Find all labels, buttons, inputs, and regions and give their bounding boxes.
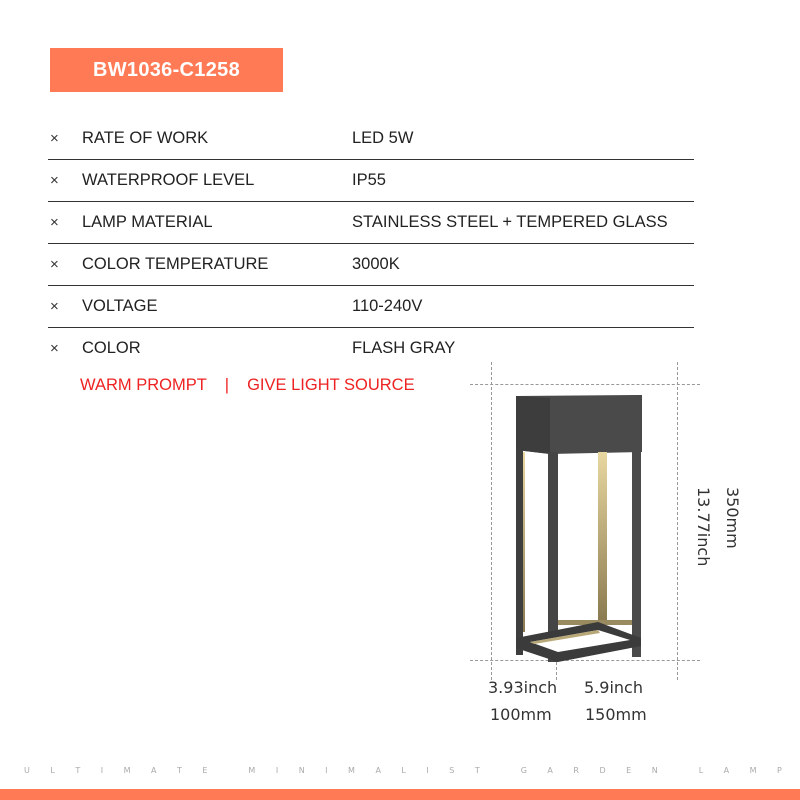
tagline-letter: I — [325, 766, 328, 775]
prompt-left: WARM PROMPT — [80, 376, 207, 394]
spec-value: 3000K — [352, 255, 400, 273]
tagline-letter: I — [100, 766, 104, 775]
spec-row-rate-of-work — [48, 118, 694, 160]
tagline-letter: E — [626, 766, 632, 775]
spec-value: FLASH GRAY — [352, 339, 456, 357]
spec-value: 110-240V — [352, 297, 423, 315]
tagline-letter: A — [723, 766, 730, 775]
x-mark-icon: × — [50, 298, 59, 315]
width-mm-label: 150mm — [585, 705, 647, 724]
spec-row-color — [48, 328, 694, 369]
tagline-letter: U — [24, 766, 30, 775]
tagline-letter: I — [426, 766, 429, 775]
warm-prompt — [80, 376, 415, 395]
spec-row-lamp-material — [48, 202, 694, 244]
spec-label: COLOR TEMPERATURE — [82, 255, 269, 273]
spec-row-color-temperature — [48, 244, 694, 286]
dimension-line-right — [677, 362, 678, 680]
tagline-letter: N — [651, 766, 658, 775]
prompt-right: GIVE LIGHT SOURCE — [247, 376, 415, 394]
spec-label: LAMP MATERIAL — [82, 213, 213, 231]
tagline-letter: M — [248, 766, 256, 775]
tagline-letter: L — [698, 766, 704, 775]
spec-label: VOLTAGE — [82, 297, 158, 315]
x-mark-icon: × — [50, 130, 59, 147]
spec-row-waterproof-level — [48, 160, 694, 202]
tagline-letter: M — [348, 766, 355, 775]
spec-label: COLOR — [82, 339, 141, 357]
tagline-letter: L — [401, 766, 406, 775]
tagline-letter: A — [547, 766, 553, 775]
spec-value: LED 5W — [352, 129, 414, 147]
tagline-letter: S — [449, 766, 455, 775]
depth-inch-label: 3.93inch — [488, 678, 558, 697]
tagline-letter: P — [777, 766, 782, 775]
tagline-letter: E — [202, 766, 208, 775]
tagline — [0, 766, 800, 775]
spec-value: STAINLESS STEEL + TEMPERED GLASS — [352, 213, 668, 231]
tagline-letter: I — [275, 766, 279, 775]
width-inch-label: 5.9inch — [584, 678, 643, 697]
dimension-line-left — [491, 362, 492, 680]
lamp-illustration — [510, 390, 650, 665]
tagline-letter: L — [50, 766, 55, 775]
x-mark-icon: × — [50, 256, 59, 273]
tagline-letter: A — [375, 766, 381, 775]
height-mm-label: 350mm — [723, 487, 742, 549]
tagline-letter: A — [150, 766, 157, 775]
tagline-letter: M — [749, 766, 757, 775]
height-inch-label: 13.77inch — [694, 487, 713, 567]
footer-accent-bar — [0, 789, 800, 800]
tagline-letter: R — [573, 766, 579, 775]
tagline-letter: D — [599, 766, 606, 775]
prompt-separator: | — [224, 376, 230, 394]
tagline-letter: M — [123, 766, 131, 775]
model-badge — [50, 48, 283, 92]
spec-row-voltage — [48, 286, 694, 328]
model-number: BW1036-C1258 — [92, 58, 240, 81]
spec-label: RATE OF WORK — [82, 129, 209, 147]
tagline-letter: T — [474, 766, 480, 775]
spec-label: WATERPROOF LEVEL — [82, 171, 255, 189]
x-mark-icon: × — [50, 340, 59, 357]
dimension-line-top — [470, 384, 700, 385]
tagline-letter: T — [75, 766, 81, 775]
x-mark-icon: × — [50, 214, 59, 231]
x-mark-icon: × — [50, 172, 59, 189]
tagline-letter: T — [176, 766, 182, 775]
tagline-letter: N — [298, 766, 305, 775]
tagline-letter: G — [520, 766, 527, 775]
spec-table — [48, 118, 694, 369]
spec-value: IP55 — [352, 171, 386, 189]
depth-mm-label: 100mm — [490, 705, 552, 724]
